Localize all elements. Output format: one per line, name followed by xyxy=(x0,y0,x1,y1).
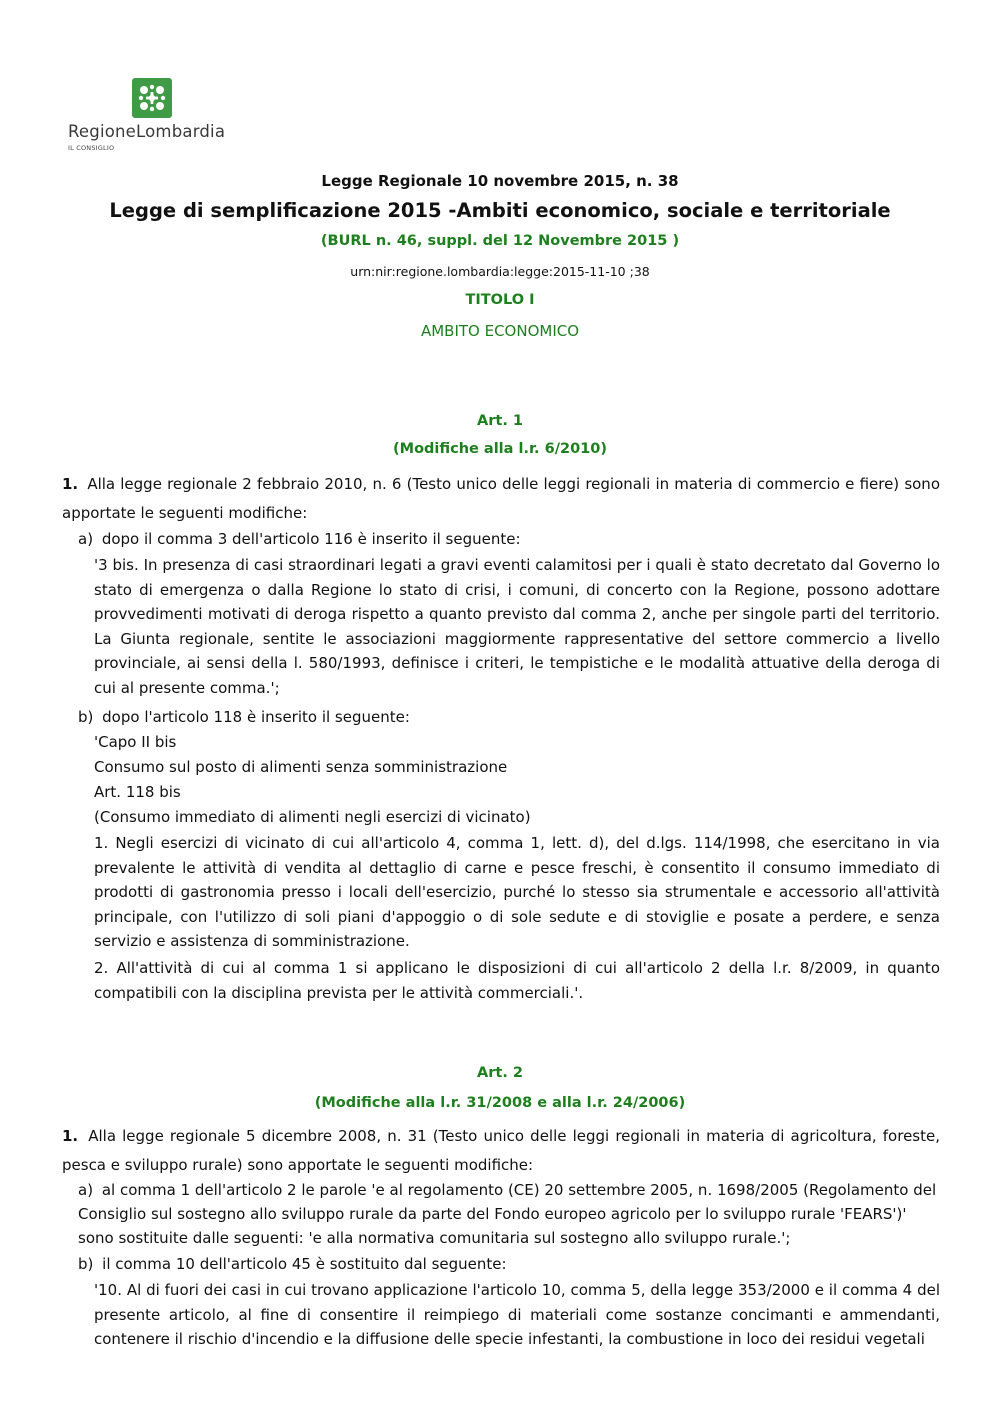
art2-item-a-line3: sono sostituite dalle seguenti: 'e alla normativa comunitaria sul sostegno allo sviluppo rurale.'; xyxy=(78,1229,791,1247)
item-text: al comma 1 dell'articolo 2 le parole 'e al regolamento (CE) 20 settembre 2005, n. 1698/2005 (Regolamento del xyxy=(101,1181,937,1199)
art2-item-a xyxy=(78,1178,936,1203)
ambito-heading: AMBITO ECONOMICO xyxy=(420,322,580,340)
art1-a-quote: '3 bis. In presenza di casi straordinari legati a gravi eventi calamitosi per i quali è stato decretato dal Governo lo stato di emergenza o dalla Regione lo stato di crisi, i comuni, di concerto con la Regione, possono adottare provvedimenti motivati di deroga rispetto a quanto previsto dal comma 2, anche per singole parti del territorio. La Giunta regionale, sentite le associazioni maggiormente rappresentative del settore commercio a livello provinciale, ai sensi della l. 580/1993, definisce i criteri, le tempistiche e le modalità attuative della deroga di cui al presente comma.'; xyxy=(94,556,940,697)
capo-title-line: Consumo sul posto di alimenti senza somministrazione xyxy=(94,758,508,776)
art118bis-comma2: 2. All'attività di cui al comma 1 si applicano le disposizioni di cui all'articolo 2 della l.r. 8/2009, in quanto compatibili con la disciplina prevista per le attività commerciali.'. xyxy=(94,959,940,1002)
item-text: dopo l'articolo 118 è inserito il seguente: xyxy=(102,708,410,726)
art1-comma1 xyxy=(62,470,940,528)
item-label: b) xyxy=(78,708,94,726)
art2-number: Art. 2 xyxy=(477,1065,523,1081)
regione-lombardia-logo xyxy=(68,78,258,158)
item-text: il comma 10 dell'articolo 45 è sostituito dal seguente: xyxy=(102,1255,507,1273)
titolo-heading: TITOLO I xyxy=(465,292,535,308)
item-label: a) xyxy=(78,530,94,548)
comma-text: Alla legge regionale 5 dicembre 2008, n. 31 (Testo unico delle leggi regionali in materia di agricoltura, foreste, pesca e sviluppo rurale) sono apportate le seguenti modifiche: xyxy=(62,1127,940,1174)
art118bis-comma1: 1. Negli esercizi di vicinato di cui all'articolo 4, comma 1, lett. d), del d.lgs. 114/1998, che esercitano in via prevalente le attività di vendita al dettaglio di carne e pesce freschi, è consentito il consumo immediato di prodotti di gastronomia presso i locali dell'esercizio, purché lo stesso sia strumentale e accessorio all'attività principale, con l'utilizzo di soli piani d'appoggio o di sole sedute e di stoviglie e posate a perdere, e senza servizio e assistenza di somministrazione. xyxy=(94,834,940,950)
art2-comma1 xyxy=(62,1122,940,1180)
burl-reference: (BURL n. 46, suppl. del 12 Novembre 2015 ) xyxy=(320,233,680,249)
logo-wordmark: RegioneLombardia xyxy=(68,122,226,141)
art-118-bis-heading: (Consumo immediato di alimenti negli esercizi di vicinato) xyxy=(94,808,531,826)
art-118-bis-line: Art. 118 bis xyxy=(94,783,181,801)
item-label: b) xyxy=(78,1255,94,1273)
art2-item-a-line2: Consiglio sul sostegno allo sviluppo rurale da parte del Fondo europeo agricolo per lo sviluppo rurale 'FEARS')' xyxy=(78,1205,907,1223)
item-text: dopo il comma 3 dell'articolo 116 è inserito il seguente: xyxy=(101,530,521,548)
comma-text: Alla legge regionale 2 febbraio 2010, n. 6 (Testo unico delle leggi regionali in materia di commercio e fiere) sono apportate le seguenti modifiche: xyxy=(62,475,940,522)
rosa-camuna-icon xyxy=(132,78,172,118)
art1-number: Art. 1 xyxy=(477,413,523,429)
law-type: Legge Regionale 10 novembre 2015, n. 38 xyxy=(321,172,679,190)
urn-identifier: urn:nir:regione.lombardia:legge:2015-11-10 ;38 xyxy=(350,264,650,279)
art2-heading: (Modifiche alla l.r. 31/2008 e alla l.r. 24/2006) xyxy=(314,1095,686,1111)
comma-number: 1. xyxy=(62,475,79,493)
law-title: Legge di semplificazione 2015 -Ambiti economico, sociale e territoriale xyxy=(109,199,891,222)
art2-item-b xyxy=(78,1252,507,1277)
art1-item-b xyxy=(78,705,410,730)
art1-item-a xyxy=(78,527,521,552)
comma-number: 1. xyxy=(62,1127,79,1145)
item-label: a) xyxy=(78,1181,94,1199)
logo-subtitle: IL CONSIGLIO xyxy=(68,144,115,152)
capo-line: 'Capo II bis xyxy=(94,733,177,751)
art2-b-quote: '10. Al di fuori dei casi in cui trovano applicazione l'articolo 10, comma 5, della legge 353/2000 e il comma 4 del presente articolo, al fine di consentire il reimpiego di materiali come sostanze concimanti e ammendanti, contenere il rischio d'incendio e la diffusione delle specie infestanti, la combustione in loco dei residui vegetali xyxy=(94,1281,940,1348)
art1-heading: (Modifiche alla l.r. 6/2010) xyxy=(393,441,607,457)
